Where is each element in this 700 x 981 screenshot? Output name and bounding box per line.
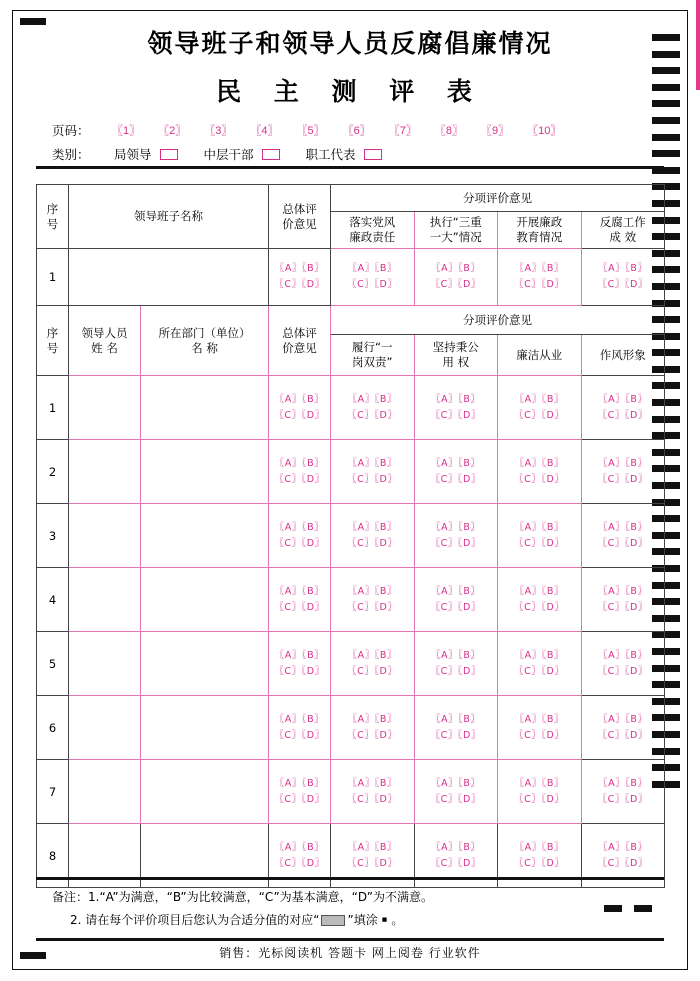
bubble-row-ab[interactable]: 〖A〗〖B〗 (347, 713, 397, 725)
bubble-row-cd[interactable]: 〖C〗〖D〗 (430, 793, 481, 805)
person-header-name (69, 306, 141, 376)
footer-text: 销售：光标阅读机 答题卡 网上阅卷 行业软件 (219, 946, 481, 960)
person-subheader-fair-power-line1: 坚持秉公 (432, 340, 479, 355)
team-subheader-education-line1: 开展廉政 (516, 215, 563, 230)
team-header-seq-line1: 序 (46, 202, 59, 217)
bubble-row-cd[interactable]: 〖C〗〖D〗 (514, 729, 565, 741)
person-row-seq: 6 (37, 696, 69, 760)
team-subheader-three-major-line2: 一大”情况 (429, 230, 482, 244)
person-row-sub3-bubbles[interactable] (498, 632, 582, 696)
person-row-sub1-bubbles[interactable] (331, 440, 415, 504)
person-header-dept-line1: 所在部门（单位） (158, 326, 251, 341)
page-option-2[interactable]: 〖2〗 (158, 125, 187, 137)
bubble-row-ab[interactable]: 〖A〗〖B〗 (431, 457, 481, 469)
person-row-sub3-bubbles[interactable] (498, 504, 582, 568)
checkbox-icon[interactable] (262, 149, 280, 160)
person-row-dept-field[interactable] (141, 760, 269, 824)
note-line-1: 备注：1.“A”为满意，“B”为比较满意，“C”为基本满意，“D”为不满意。 (52, 890, 434, 904)
note-line-2-after: ”填涂 ￭ 。 (347, 912, 404, 927)
person-header-subgroup: 分项评价意见 (331, 306, 665, 335)
page-number-label: 页码： (52, 123, 90, 138)
bubble-row-cd[interactable]: 〖C〗〖D〗 (597, 601, 648, 613)
bubble-row-ab[interactable]: 〖A〗〖B〗 (598, 649, 648, 661)
team-subheader-three-major-line1: 执行“三重 (429, 215, 482, 230)
table-row (37, 760, 665, 824)
bubble-row-ab[interactable]: 〖A〗〖B〗 (598, 713, 648, 725)
bubble-row-ab[interactable]: 〖A〗〖B〗 (347, 521, 397, 533)
meta-block (52, 120, 652, 168)
table-row (37, 568, 665, 632)
team-subheader-effect-line1: 反腐工作 (599, 215, 646, 230)
bubble-row-ab[interactable]: 〖A〗〖B〗 (514, 649, 564, 661)
bubble-row-cd[interactable]: 〖C〗〖D〗 (430, 601, 481, 613)
note-line-2-before: 2. 请在每个评价项目后您认为合适分值的对应“ (70, 912, 320, 927)
bubble-row-cd[interactable]: 〖C〗〖D〗 (514, 665, 565, 677)
bubble-row-ab[interactable]: 〖A〗〖B〗 (514, 841, 564, 853)
person-row-total-bubbles[interactable] (269, 568, 331, 632)
team-subheader-education (498, 212, 582, 249)
person-row-sub1-bubbles[interactable] (331, 696, 415, 760)
bubble-row-ab[interactable]: 〖A〗〖B〗 (514, 263, 564, 275)
person-row-seq: 8 (37, 824, 69, 888)
person-row-sub4-bubbles[interactable] (581, 440, 665, 504)
team-subheader-education-line2: 教育情况 (516, 230, 563, 244)
bubble-row-cd[interactable]: 〖C〗〖D〗 (514, 601, 565, 613)
person-header-seq (37, 306, 69, 376)
bubble-row-ab[interactable]: 〖A〗〖B〗 (431, 263, 481, 275)
bubble-row-ab[interactable]: 〖A〗〖B〗 (347, 263, 397, 275)
note-line-2 (70, 909, 652, 932)
bubble-row-ab[interactable]: 〖A〗〖B〗 (431, 841, 481, 853)
page-option-4[interactable]: 〖4〗 (250, 125, 279, 137)
page-option-1[interactable]: 〖1〗 (112, 125, 141, 137)
timing-mark (634, 905, 652, 912)
page-option-3[interactable]: 〖3〗 (204, 125, 233, 137)
bubble-row-cd[interactable]: 〖C〗〖D〗 (274, 601, 325, 613)
team-header-row (37, 185, 665, 212)
person-subheader-fair-power (414, 335, 498, 376)
bubble-row-cd[interactable]: 〖C〗〖D〗 (514, 793, 565, 805)
person-row-name-field[interactable] (69, 760, 141, 824)
evaluation-table (36, 184, 665, 888)
bubble-row-cd[interactable]: 〖C〗〖D〗 (597, 537, 648, 549)
bubble-row-cd[interactable]: 〖C〗〖D〗 (274, 409, 325, 421)
person-row-sub3-bubbles[interactable] (498, 376, 582, 440)
bubble-row-cd[interactable]: 〖C〗〖D〗 (347, 729, 398, 741)
person-row-total-bubbles[interactable] (269, 376, 331, 440)
bubble-row-ab[interactable]: 〖A〗〖B〗 (514, 585, 564, 597)
team-subheader-party-duty (331, 212, 415, 249)
bubble-row-ab[interactable]: 〖A〗〖B〗 (598, 457, 648, 469)
person-row-sub2-bubbles[interactable] (414, 696, 498, 760)
bubble-row-cd[interactable]: 〖C〗〖D〗 (347, 473, 398, 485)
person-row-name-field[interactable] (69, 504, 141, 568)
bubble-row-ab[interactable]: 〖A〗〖B〗 (431, 777, 481, 789)
person-row-seq: 3 (37, 504, 69, 568)
person-row-seq: 7 (37, 760, 69, 824)
bubble-row-cd[interactable]: 〖C〗〖D〗 (597, 793, 648, 805)
bubble-row-ab[interactable]: 〖A〗〖B〗 (514, 521, 564, 533)
person-row-sub1-bubbles[interactable] (331, 504, 415, 568)
bubble-row-cd[interactable]: 〖C〗〖D〗 (430, 409, 481, 421)
category-option-midlevel-cadre-label: 中层干部 (203, 147, 254, 162)
bubble-row-cd[interactable]: 〖C〗〖D〗 (514, 279, 565, 290)
person-row-seq: 1 (37, 376, 69, 440)
bubble-row-ab[interactable]: 〖A〗〖B〗 (431, 393, 481, 405)
team-subheader-party-duty-line2: 廉政责任 (349, 230, 396, 244)
person-row-seq: 2 (37, 440, 69, 504)
person-row-sub4-bubbles[interactable] (581, 504, 665, 568)
bubble-row-ab[interactable]: 〖A〗〖B〗 (274, 521, 325, 533)
divider-top (36, 166, 664, 169)
bubble-row-ab[interactable]: 〖A〗〖B〗 (514, 713, 564, 725)
person-row-sub2-bubbles[interactable] (414, 760, 498, 824)
person-row-dept-field[interactable] (141, 376, 269, 440)
team-subheader-party-duty-line1: 落实党风 (349, 215, 396, 230)
bubble-row-ab[interactable]: 〖A〗〖B〗 (347, 393, 397, 405)
person-row-seq: 4 (37, 568, 69, 632)
bubble-row-ab[interactable]: 〖A〗〖B〗 (274, 457, 325, 469)
bubble-row-ab[interactable]: 〖A〗〖B〗 (598, 521, 648, 533)
team-row-sub1-bubbles[interactable] (331, 249, 415, 306)
table-row (37, 376, 665, 440)
team-header-total-line1: 总体评 (282, 202, 317, 217)
team-subheader-effect-line2: 成 效 (609, 230, 637, 244)
table-row (37, 504, 665, 568)
team-header-name: 领导班子名称 (69, 185, 269, 249)
bubble-row-ab[interactable]: 〖A〗〖B〗 (514, 777, 564, 789)
team-header-total-line2: 价意见 (282, 216, 317, 231)
person-row-seq: 5 (37, 632, 69, 696)
footer-timing-marks (604, 905, 664, 912)
bubble-row-ab[interactable]: 〖A〗〖B〗 (274, 585, 325, 597)
person-row-name-field[interactable] (69, 632, 141, 696)
bubble-row-cd[interactable]: 〖C〗〖D〗 (597, 665, 648, 677)
person-row-total-bubbles[interactable] (269, 696, 331, 760)
team-subheader-effect (581, 212, 665, 249)
person-row-dept-field[interactable] (141, 632, 269, 696)
person-row-sub4-bubbles[interactable] (581, 760, 665, 824)
category-option-bureau-leader[interactable] (114, 145, 178, 163)
bubble-row-ab[interactable]: 〖A〗〖B〗 (274, 841, 325, 853)
team-row-seq: 1 (37, 249, 69, 306)
person-row-sub2-bubbles[interactable] (414, 504, 498, 568)
table-row (37, 440, 665, 504)
bubble-row-ab[interactable]: 〖A〗〖B〗 (347, 585, 397, 597)
person-row-total-bubbles[interactable] (269, 440, 331, 504)
divider-bottom (36, 877, 664, 880)
category-option-midlevel-cadre[interactable] (204, 145, 280, 163)
bubble-row-ab[interactable]: 〖A〗〖B〗 (514, 457, 564, 469)
person-header-seq-line1: 序 (46, 326, 59, 341)
table-row (37, 696, 665, 760)
bubble-row-ab[interactable]: 〖A〗〖B〗 (274, 263, 325, 275)
bubble-row-ab[interactable]: 〖A〗〖B〗 (598, 841, 648, 853)
person-row-name-field[interactable] (69, 440, 141, 504)
team-row-total-bubbles[interactable] (269, 249, 331, 306)
page-option-6[interactable]: 〖6〗 (342, 125, 371, 137)
bubble-row-cd[interactable]: 〖C〗〖D〗 (274, 279, 325, 290)
person-row-name-field[interactable] (69, 696, 141, 760)
person-header-seq-line2: 号 (46, 340, 59, 355)
person-row-sub3-bubbles[interactable] (498, 760, 582, 824)
bubble-row-cd[interactable]: 〖C〗〖D〗 (274, 793, 325, 805)
person-subheader-style (581, 335, 665, 376)
person-row-sub4-bubbles[interactable] (581, 568, 665, 632)
bubble-row-cd[interactable]: 〖C〗〖D〗 (430, 537, 481, 549)
bubble-row-ab[interactable]: 〖A〗〖B〗 (347, 777, 397, 789)
bubble-row-ab[interactable]: 〖A〗〖B〗 (431, 649, 481, 661)
person-row-sub4-bubbles[interactable] (581, 632, 665, 696)
bubble-row-cd[interactable]: 〖C〗〖D〗 (430, 857, 481, 869)
bubble-row-cd[interactable]: 〖C〗〖D〗 (430, 729, 481, 741)
person-subheader-integrity (498, 335, 582, 376)
title-block (0, 24, 700, 108)
page-option-8[interactable]: 〖8〗 (434, 125, 463, 137)
bubble-row-ab[interactable]: 〖A〗〖B〗 (598, 263, 648, 275)
person-subheader-style-line1: 作风形象 (599, 347, 646, 362)
team-header-seq (37, 185, 69, 249)
bubble-row-cd[interactable]: 〖C〗〖D〗 (514, 473, 565, 485)
person-row-sub2-bubbles[interactable] (414, 376, 498, 440)
timing-mark (604, 905, 622, 912)
bubble-row-cd[interactable]: 〖C〗〖D〗 (514, 409, 565, 421)
bubble-row-cd[interactable]: 〖C〗〖D〗 (347, 601, 398, 613)
team-row-name-field[interactable] (69, 249, 269, 306)
bubble-row-ab[interactable]: 〖A〗〖B〗 (598, 777, 648, 789)
category-row (52, 144, 652, 164)
person-row-sub1-bubbles[interactable] (331, 376, 415, 440)
bubble-row-ab[interactable]: 〖A〗〖B〗 (431, 521, 481, 533)
bubble-row-ab[interactable]: 〖A〗〖B〗 (347, 841, 397, 853)
person-row-sub3-bubbles[interactable] (498, 696, 582, 760)
person-row-sub2-bubbles[interactable] (414, 568, 498, 632)
team-row-sub2-bubbles[interactable] (414, 249, 498, 306)
bubble-row-ab[interactable]: 〖A〗〖B〗 (598, 393, 648, 405)
page-number-row (52, 120, 652, 140)
page-option-10[interactable]: 〖10〗 (527, 125, 562, 137)
person-row-sub2-bubbles[interactable] (414, 632, 498, 696)
person-row-sub1-bubbles[interactable] (331, 632, 415, 696)
person-row-dept-field[interactable] (141, 696, 269, 760)
bubble-row-cd[interactable]: 〖C〗〖D〗 (347, 665, 398, 677)
person-row-sub3-bubbles[interactable] (498, 440, 582, 504)
person-header-total-line2: 价意见 (282, 340, 317, 355)
person-row-sub4-bubbles[interactable] (581, 696, 665, 760)
bubble-row-cd[interactable]: 〖C〗〖D〗 (430, 279, 481, 290)
person-row-sub1-bubbles[interactable] (331, 568, 415, 632)
category-option-staff-rep[interactable] (306, 145, 382, 163)
timing-mark (652, 150, 680, 157)
bubble-row-cd[interactable]: 〖C〗〖D〗 (274, 473, 325, 485)
bubble-row-cd[interactable]: 〖C〗〖D〗 (597, 473, 648, 485)
bubble-row-ab[interactable]: 〖A〗〖B〗 (514, 393, 564, 405)
page-option-5[interactable]: 〖5〗 (296, 125, 325, 137)
notes-block (52, 886, 652, 932)
bubble-row-cd[interactable]: 〖C〗〖D〗 (274, 729, 325, 741)
person-subheader-integrity-line1: 廉洁从业 (516, 347, 563, 362)
category-option-staff-rep-label: 职工代表 (305, 147, 356, 162)
person-row-total-bubbles[interactable] (269, 760, 331, 824)
person-subheader-fair-power-line2: 用 权 (442, 355, 470, 369)
person-row-dept-field[interactable] (141, 568, 269, 632)
bubble-row-cd[interactable]: 〖C〗〖D〗 (597, 279, 648, 290)
bubble-row-cd[interactable]: 〖C〗〖D〗 (347, 279, 398, 290)
category-label: 类别： (52, 147, 90, 162)
checkbox-icon[interactable] (364, 149, 382, 160)
person-subheader-dual-duty (331, 335, 415, 376)
bubble-row-cd[interactable]: 〖C〗〖D〗 (347, 409, 398, 421)
bubble-row-cd[interactable]: 〖C〗〖D〗 (274, 537, 325, 549)
bubble-row-cd[interactable]: 〖C〗〖D〗 (514, 857, 565, 869)
bubble-row-ab[interactable]: 〖A〗〖B〗 (347, 457, 397, 469)
table-row (37, 632, 665, 696)
person-header-dept (141, 306, 269, 376)
person-row-total-bubbles[interactable] (269, 632, 331, 696)
bubble-row-ab[interactable]: 〖A〗〖B〗 (274, 393, 325, 405)
person-row-name-field[interactable] (69, 376, 141, 440)
page-option-9[interactable]: 〖9〗 (481, 125, 510, 137)
category-option-bureau-leader-label: 局领导 (114, 147, 152, 162)
timing-mark (652, 134, 680, 141)
person-subheader-dual-duty-line1: 履行“一 (352, 340, 393, 355)
person-header-total-line1: 总体评 (282, 326, 317, 341)
timing-mark (652, 117, 680, 124)
bubble-row-cd[interactable]: 〖C〗〖D〗 (347, 857, 398, 869)
bubble-row-cd[interactable]: 〖C〗〖D〗 (597, 857, 648, 869)
team-header-seq-line2: 号 (46, 216, 59, 231)
table-row (37, 249, 665, 306)
category-options (114, 145, 382, 163)
person-header-row (37, 306, 665, 335)
bubble-row-cd[interactable]: 〖C〗〖D〗 (274, 665, 325, 677)
team-row-sub3-bubbles[interactable] (498, 249, 582, 306)
bubble-row-ab[interactable]: 〖A〗〖B〗 (274, 777, 325, 789)
person-header-dept-line2: 名 称 (191, 340, 218, 355)
bubble-row-cd[interactable]: 〖C〗〖D〗 (597, 409, 648, 421)
bubble-row-ab[interactable]: 〖A〗〖B〗 (347, 649, 397, 661)
person-row-sub2-bubbles[interactable] (414, 440, 498, 504)
team-header-total (269, 185, 331, 249)
person-row-sub3-bubbles[interactable] (498, 568, 582, 632)
bubble-row-cd[interactable]: 〖C〗〖D〗 (514, 537, 565, 549)
bubble-row-ab[interactable]: 〖A〗〖B〗 (274, 713, 325, 725)
person-row-dept-field[interactable] (141, 440, 269, 504)
person-row-name-field[interactable] (69, 568, 141, 632)
bubble-row-cd[interactable]: 〖C〗〖D〗 (597, 729, 648, 741)
person-row-sub4-bubbles[interactable] (581, 376, 665, 440)
page-option-7[interactable]: 〖7〗 (388, 125, 417, 137)
person-header-total (269, 306, 331, 376)
bubble-row-cd[interactable]: 〖C〗〖D〗 (347, 537, 398, 549)
bubble-row-cd[interactable]: 〖C〗〖D〗 (430, 665, 481, 677)
bubble-row-cd[interactable]: 〖C〗〖D〗 (274, 857, 325, 869)
fill-mark-icon (321, 915, 345, 926)
team-subheader-three-major (414, 212, 498, 249)
person-row-dept-field[interactable] (141, 504, 269, 568)
checkbox-icon[interactable] (160, 149, 178, 160)
bubble-row-cd[interactable]: 〖C〗〖D〗 (347, 793, 398, 805)
bubble-row-cd[interactable]: 〖C〗〖D〗 (430, 473, 481, 485)
bubble-row-ab[interactable]: 〖A〗〖B〗 (431, 585, 481, 597)
person-row-total-bubbles[interactable] (269, 504, 331, 568)
page-title-line2: 民 主 测 评 表 (216, 77, 484, 106)
divider-footer (36, 938, 664, 941)
team-row-sub4-bubbles[interactable] (581, 249, 665, 306)
person-row-sub1-bubbles[interactable] (331, 760, 415, 824)
person-subheader-dual-duty-line2: 岗双责” (352, 355, 393, 369)
page-title-line1: 领导班子和领导人员反腐倡廉情况 (147, 29, 553, 58)
person-header-name-line2: 姓 名 (91, 340, 118, 355)
bubble-row-ab[interactable]: 〖A〗〖B〗 (274, 649, 325, 661)
page-number-options[interactable] (112, 122, 561, 138)
bubble-row-ab[interactable]: 〖A〗〖B〗 (598, 585, 648, 597)
person-header-name-line1: 领导人员 (81, 326, 128, 341)
team-header-subgroup: 分项评价意见 (331, 185, 665, 212)
bubble-row-ab[interactable]: 〖A〗〖B〗 (431, 713, 481, 725)
